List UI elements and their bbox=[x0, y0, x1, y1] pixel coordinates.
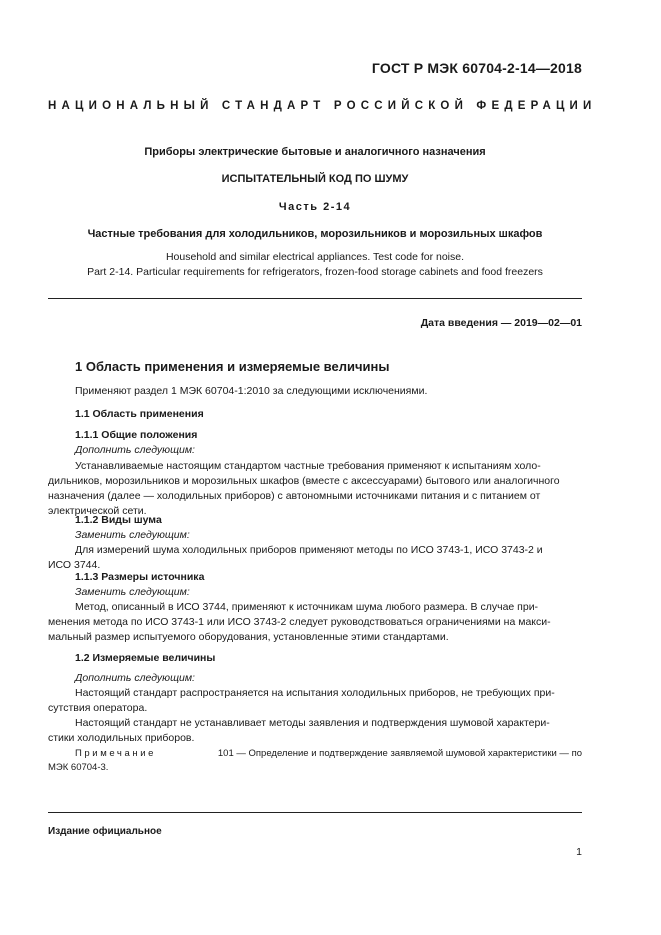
section-1-1-2-heading: 1.1.2 Виды шума bbox=[75, 514, 162, 526]
paragraph-line: стики холодильных приборов. bbox=[48, 732, 195, 744]
section-1-1-1-instruction: Дополнить следующим: bbox=[75, 444, 195, 456]
note-line-1 bbox=[75, 747, 582, 761]
paragraph-line: Устанавливаемые настоящим стандартом частные требования применяют к испытаниям холо- bbox=[75, 460, 541, 472]
effective-date: Дата введения — 2019—02—01 bbox=[420, 317, 582, 329]
note bbox=[48, 747, 582, 774]
english-title bbox=[48, 250, 582, 279]
paragraph-line: Метод, описанный в ИСО 3744, применяют к источникам шума любого размера. В случае при- bbox=[75, 601, 539, 613]
note-text: 101 — Определение и подтверждение заявляемой шумовой характеристики — по bbox=[217, 748, 582, 759]
title-line-2: ИСПЫТАТЕЛЬНЫЙ КОД ПО ШУМУ bbox=[221, 173, 409, 185]
section-1-1-3-heading: 1.1.3 Размеры источника bbox=[75, 571, 205, 583]
paragraph-line: менения метода по ИСО 3743-1 или ИСО 3743-2 следует руководствоваться ограничениями на макси- bbox=[48, 616, 551, 628]
title-line-1: Приборы электрические бытовые и аналогичного назначения bbox=[144, 146, 486, 158]
note-line-2: МЭК 60704-3. bbox=[48, 761, 109, 773]
section-1-2-paragraph-2 bbox=[48, 716, 582, 746]
english-title-line-1: Household and similar electrical appliances. Test code for noise. bbox=[165, 251, 465, 263]
note-label: Примечание bbox=[75, 748, 156, 759]
section-1-2-instruction: Дополнить следующим: bbox=[75, 672, 195, 684]
paragraph-line: назначения (далее — холодильных приборов) с автономными источниками питания и с питанием от bbox=[48, 490, 541, 502]
section-1-1-2-instruction: Заменить следующим: bbox=[75, 529, 190, 541]
section-1-1-1-heading: 1.1.1 Общие положения bbox=[75, 429, 198, 441]
paragraph-line: мальный размер испытуемого оборудования, установленные этими стандартами. bbox=[48, 631, 449, 643]
page-number: 1 bbox=[576, 846, 582, 858]
english-title-line-2: Part 2-14. Particular requirements for refrigerators, frozen-food storage cabinets and food freezers bbox=[87, 265, 543, 278]
paragraph-line: Настоящий стандарт не устанавливает методы заявления и подтверждения шумовой характери- bbox=[75, 717, 550, 729]
section-1-heading: 1 Область применения и измеряемые величины bbox=[75, 359, 390, 374]
footer-divider bbox=[48, 812, 582, 813]
standard-code: ГОСТ Р МЭК 60704-2-14—2018 bbox=[371, 60, 582, 76]
paragraph-line: Для измерений шума холодильных приборов применяют методы по ИСО 3743-1, ИСО 3743-2 и bbox=[75, 544, 543, 556]
section-1-1-3-paragraph bbox=[48, 600, 582, 645]
section-1-2-paragraph-1 bbox=[48, 686, 582, 716]
section-1-1-2-paragraph bbox=[48, 543, 582, 573]
edition-label: Издание официальное bbox=[48, 826, 162, 837]
paragraph-line: сутствия оператора. bbox=[48, 702, 148, 714]
paragraph-line: Настоящий стандарт распространяется на испытания холодильных приборов, не требующих при- bbox=[75, 687, 555, 699]
paragraph-line: дильников, морозильников и морозильных шкафов (вместе с аксессуарами) бытового или аналогичного bbox=[48, 475, 560, 487]
title-divider bbox=[48, 298, 582, 299]
section-1-1-3-instruction: Заменить следующим: bbox=[75, 586, 190, 598]
section-1-1-heading: 1.1 Область применения bbox=[75, 408, 204, 420]
title-line-4: Частные требования для холодильников, морозильников и морозильных шкафов bbox=[87, 228, 543, 240]
title-part: Часть 2-14 bbox=[278, 201, 352, 213]
paragraph-line: ИСО 3744. bbox=[48, 559, 101, 571]
section-1-2-heading: 1.2 Измеряемые величины bbox=[75, 652, 216, 664]
section-1-1-1-paragraph bbox=[48, 459, 582, 519]
paragraph-line: электрической сети. bbox=[48, 505, 147, 517]
section-1-intro: Применяют раздел 1 МЭК 60704-1:2010 за следующими исключениями. bbox=[75, 385, 428, 397]
national-standard-banner: НАЦИОНАЛЬНЫЙ СТАНДАРТ РОССИЙСКОЙ ФЕДЕРАЦИИ bbox=[48, 100, 597, 112]
